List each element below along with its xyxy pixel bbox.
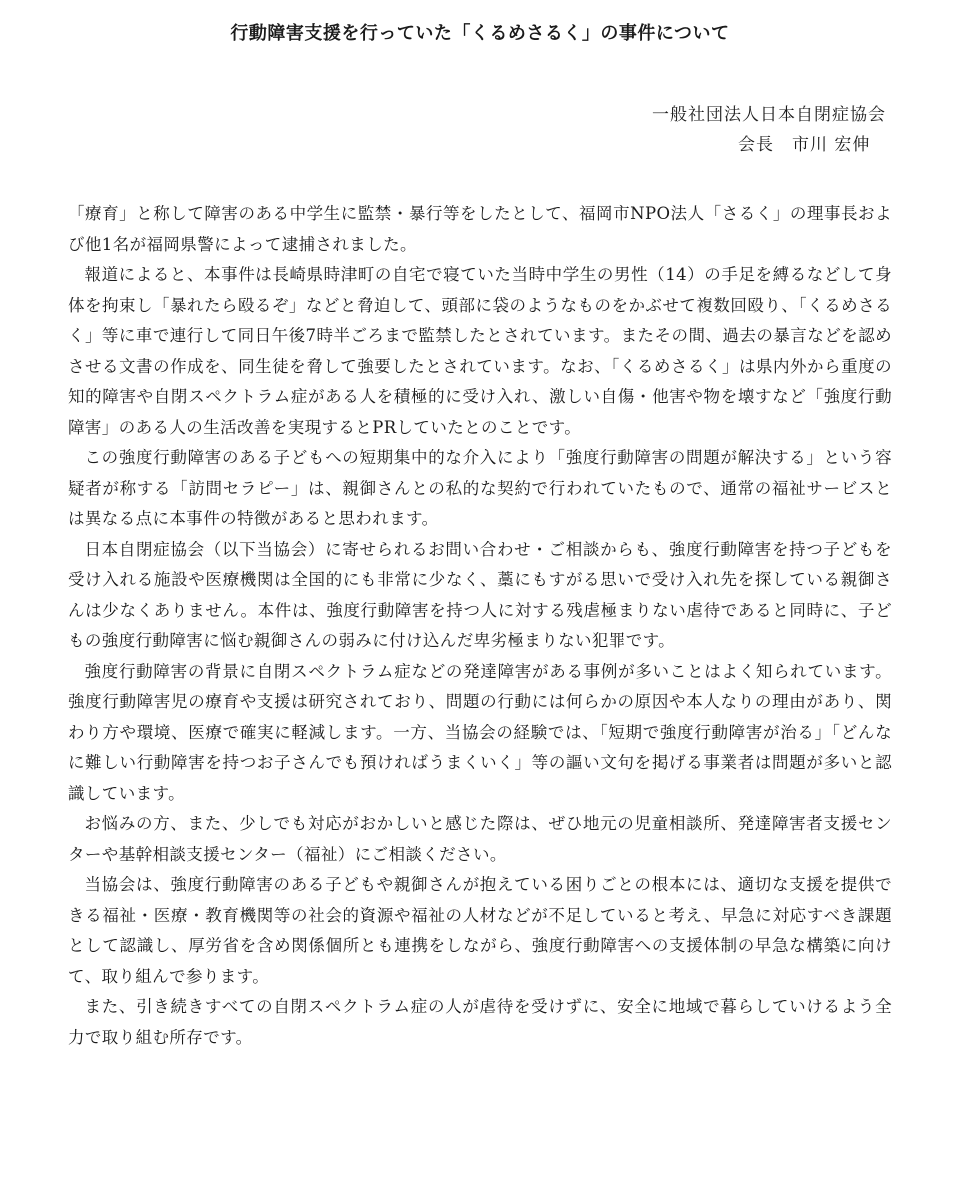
body-paragraph-3: この強度行動障害のある子どもへの短期集中的な介入により「強度行動障害の問題が解決する」という容疑者が称する「訪問セラピー」は、親御さんとの私的な契約で行われていたもので、通常の福祉サービスとは異なる点に本事件の特徴があると思われます。 — [68, 448, 892, 528]
body-paragraph-5: 強度行動障害の背景に自閉スペクトラム症などの発達障害がある事例が多いことはよく知られています。強度行動障害児の療育や支援は研究されており、問題の行動には何らかの原因や本人なりの理由があり、関わり方や環境、医療で確実に軽減します。一方、当協会の経験では、「短期で強度行動障害が治る」「どんなに難しい行動障害を持つお子さんでも預ければうまくいく」等の謳い文句を掲げる事業者は問題が多いと認識しています。 — [68, 661, 892, 803]
sender-representative — [652, 130, 886, 160]
sender-organization: 一般社団法人日本自閉症協会 — [652, 105, 886, 125]
body-paragraph-8: また、引き続きすべての自閉スペクトラム症の人が虐待を受けずに、安全に地域で暮らしていけるよう全力で取り組む所存です。 — [68, 997, 892, 1047]
body-paragraph-2: 報道によると、本事件は長崎県時津町の自宅で寝ていた当時中学生の男性（14）の手足を縛るなどして身体を拘束し「暴れたら殴るぞ」などと脅迫して、頭部に袋のようなものをかぶせて複数回殴り、「くるめさるく」等に車で連行して同日午後7時半ごろまで監禁したとされています。またその間、過去の暴言などを認めさせる文書の作成を、同生徒を脅して強要したとされています。なお、「くるめさるく」は県内外から重度の知的障害や自閉スペクトラム症がある人を積極的に受け入れ、激しい自傷・他害や物を壊すなど「強度行動障害」のある人の生活改善を実現するとPRしていたとのことです。 — [68, 265, 892, 437]
sender-block — [652, 100, 886, 160]
body-paragraph-1: 「療育」と称して障害のある中学生に監禁・暴行等をしたとして、福岡市NPO法人「さるく」の理事長および他1名が福岡県警によって逮捕されました。 — [68, 204, 892, 254]
body-paragraph-4: 日本自閉症協会（以下当協会）に寄せられるお問い合わせ・ご相談からも、強度行動障害を持つ子どもを受け入れる施設や医療機関は全国的にも非常に少なく、藁にもすがる思いで受け入れ先を探している親御さんは少なくありません。本件は、強度行動障害を持つ人に対する残虐極まりない虐待であると同時に、子どもの強度行動障害に悩む親御さんの弱みに付け込んだ卑劣極まりない犯罪です。 — [68, 539, 892, 650]
body-paragraph-7: 当協会は、強度行動障害のある子どもや親御さんが抱えている困りごとの根本には、適切な支援を提供できる福祉・医療・教育機関等の社会的資源や福祉の人材などが不足していると考え、早急に対応すべき課題として認識し、厚労省を含め関係個所とも連携をしながら、強度行動障害への支援体制の早急な構築に向けて、取り組んで参ります。 — [68, 875, 892, 986]
document-body — [68, 199, 892, 1053]
sender-name: 市川 宏伸 — [792, 135, 871, 155]
sender-position: 会長 — [738, 135, 774, 155]
body-paragraph-6: お悩みの方、また、少しでも対応がおかしいと感じた際は、ぜひ地元の児童相談所、発達障害者支援センターや基幹相談支援センター（福祉）にご相談ください。 — [68, 814, 892, 864]
document-title: 行動障害支援を行っていた「くるめさるく」の事件について — [230, 23, 730, 44]
